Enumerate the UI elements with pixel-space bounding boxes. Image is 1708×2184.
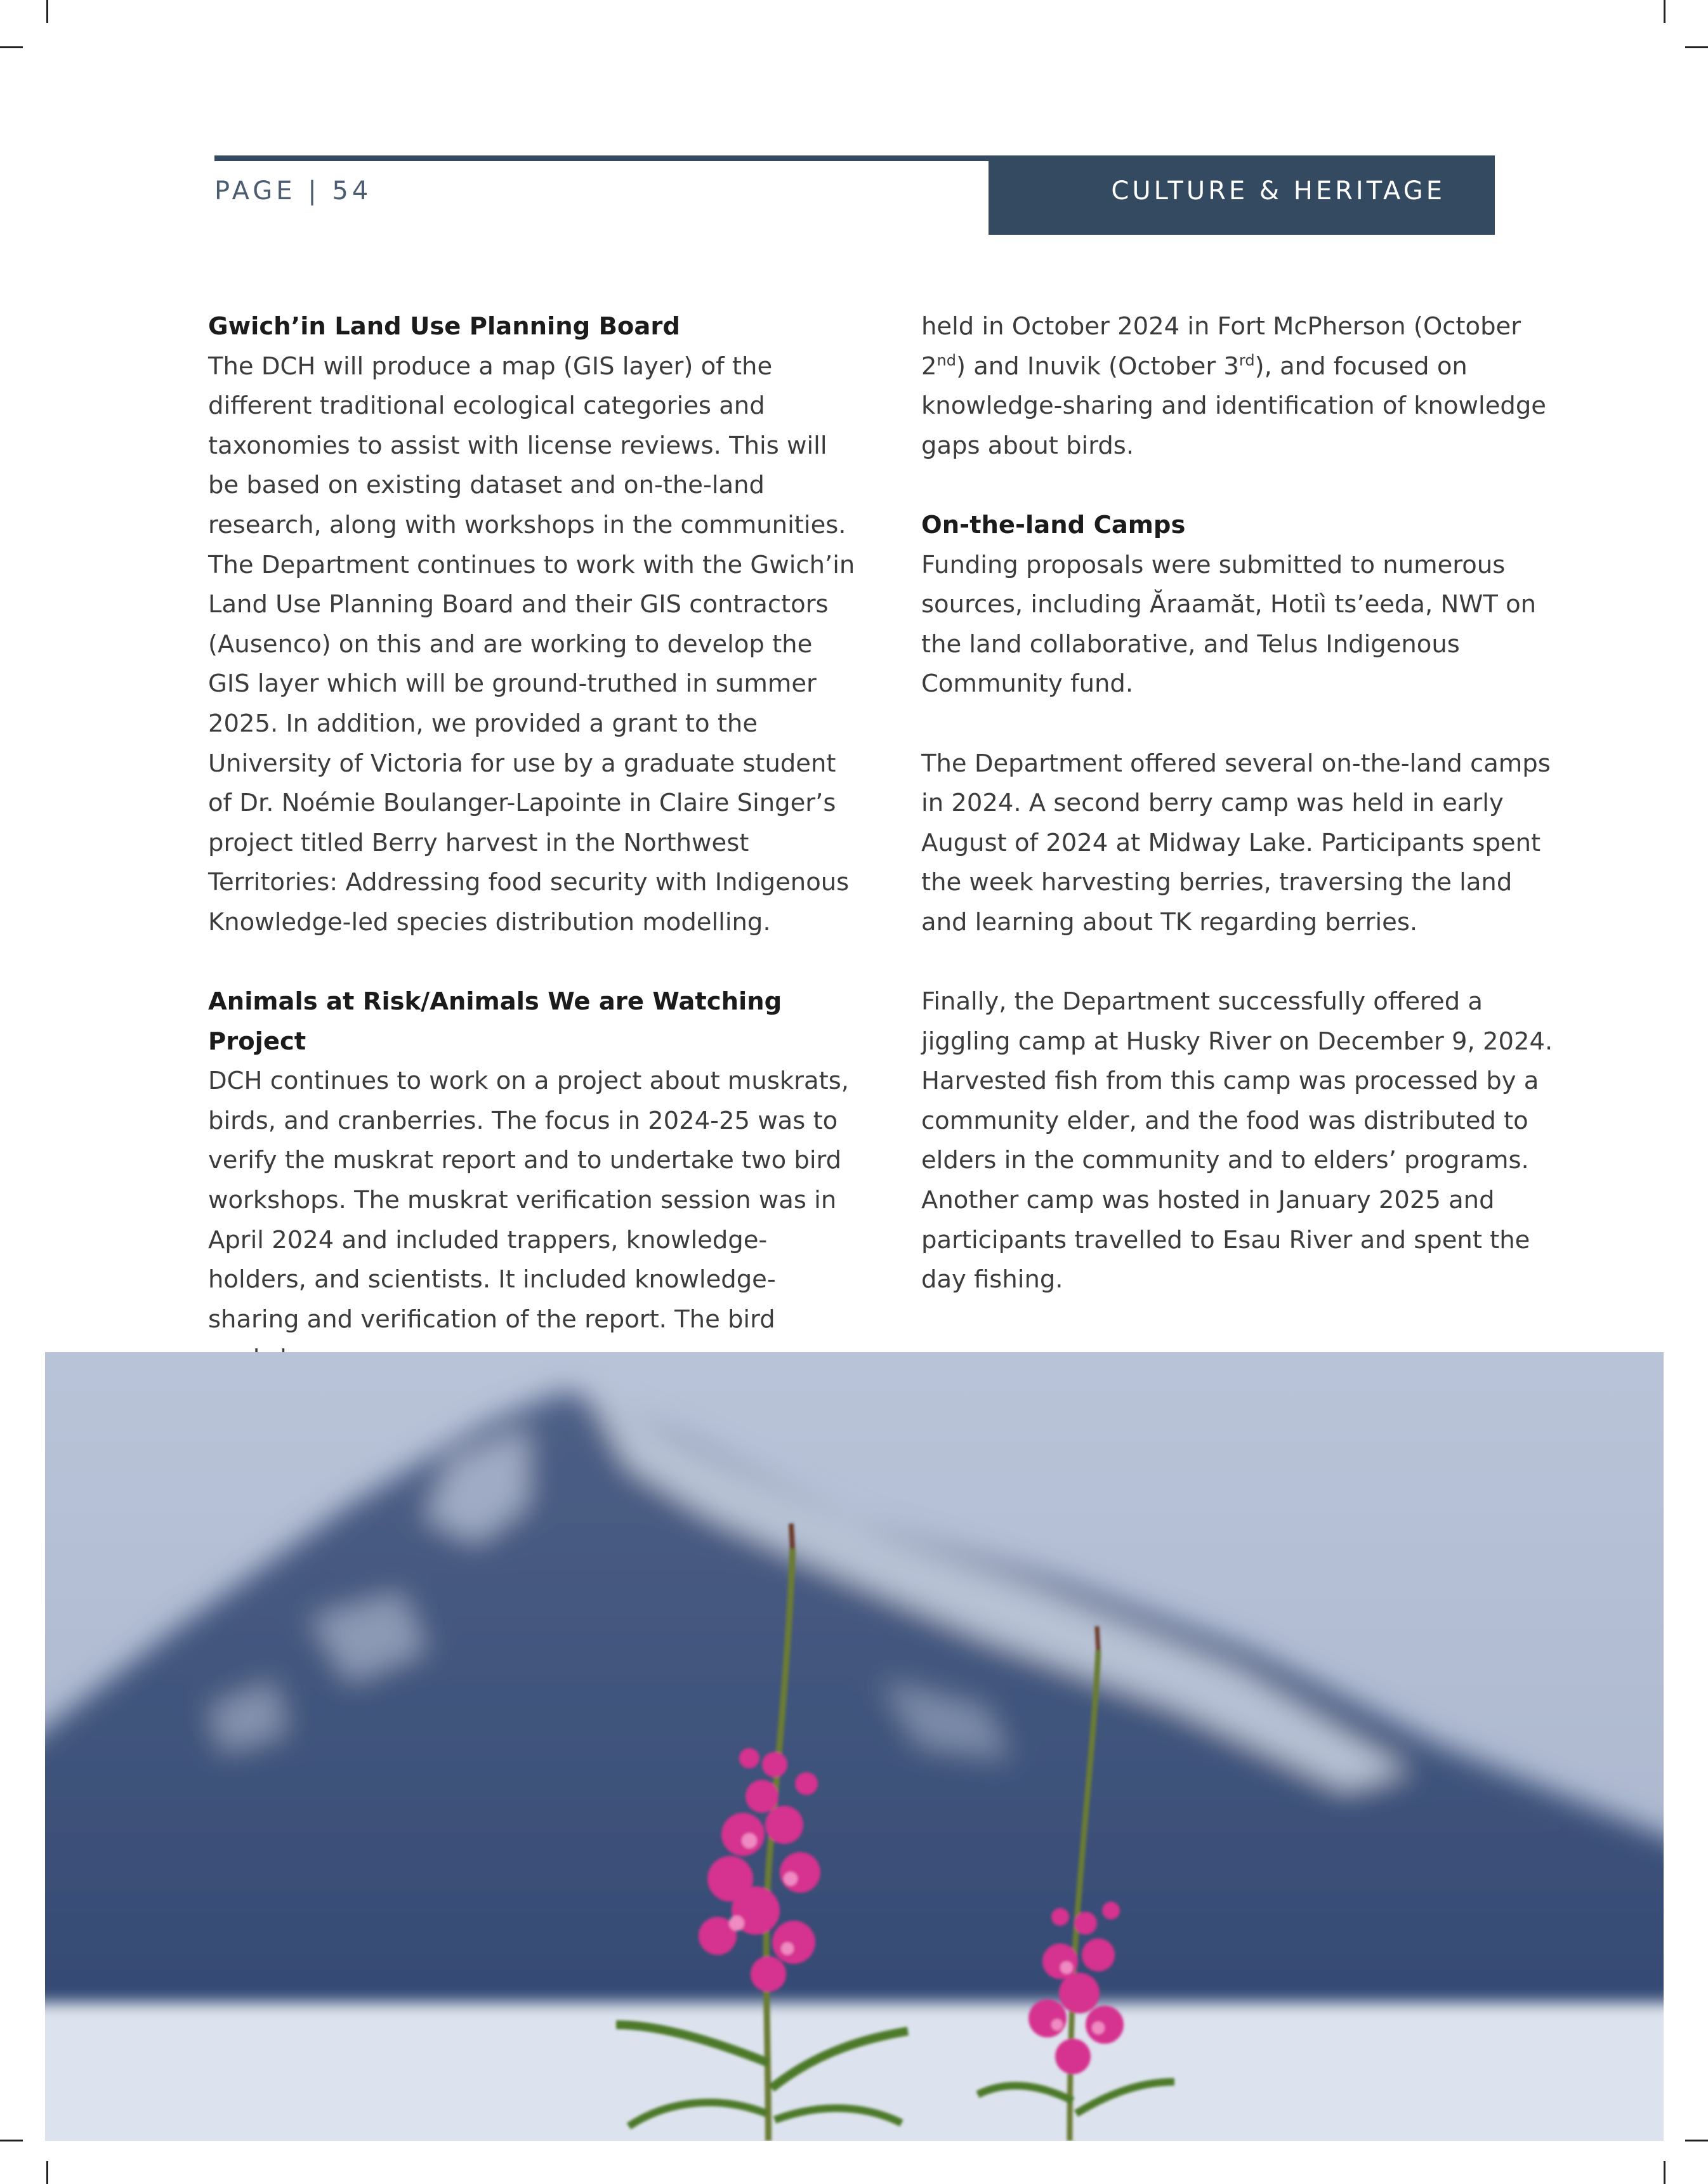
paragraph-gap: [921, 466, 1562, 506]
ordinal-suffix: rd: [1238, 351, 1255, 369]
right-column: [921, 307, 1562, 1300]
crop-mark: [1685, 46, 1708, 48]
continuation-text-3: ), and focused on knowledge-sharing and identification of knowledge gaps about birds.: [921, 352, 1546, 460]
left-column: [208, 307, 855, 1379]
snowfield: [45, 2003, 1664, 2141]
bird-workshop-continuation: [921, 307, 1562, 466]
crop-mark: [1664, 2161, 1665, 2184]
animals-body: DCH continues to work on a project about muskrats, birds, and cranberries. The focus in 2024-25 was to verify the muskrat report and to undertake two bird workshops. The muskrat verification session was in April 2024 and included trappers, knowledge-holders, and scientists. It included knowledge-sharing and verification of the report. The bird: [208, 1067, 849, 1334]
crop-mark: [0, 46, 23, 48]
camps-para-funding: Funding proposals were submitted to numerous sources, including Ăraamăt, Hotiì ts’eeda, NWT on the land collaborative, and Telus Indigenous Community fund.: [921, 550, 1537, 699]
section-title: CULTURE & HERITAGE: [1111, 176, 1445, 206]
paragraph-gap: [208, 943, 855, 983]
header-rule: [214, 155, 989, 161]
animals-heading: Animals at Risk/Animals We are Watching Project: [208, 987, 782, 1056]
crop-mark: [0, 2140, 23, 2141]
camps-para-jiggling: Finally, the Department successfully offered a jiggling camp at Husky River on December 9, 2024. Harvested fish from this camp was processed by a community elder, and the food was distributed to elders in the community and to elders’ programs. Another camp was hosted in January 2025 and participants travelled to Esau River and spent the day fishing.: [921, 987, 1553, 1294]
fireweed-mountain-photo: [45, 1352, 1664, 2141]
paragraph-gap: [921, 943, 1562, 983]
crop-mark: [1664, 0, 1665, 23]
gwichin-body: The DCH will produce a map (GIS layer) of the different traditional ecological categories and taxonomies to assist with license reviews. This will be based on existing dataset and on-the-land research, along with workshops in the communities. The Department continues to work with the Gwich’in Land Use Planning Board and their GIS contractors (Ausenco) on this and are working to develop the GIS layer which will be ground-truthed in summer 2025. In addition, we provided a grant to the University of Victoria for use by a graduate student of Dr. Noémie Boulanger-Lapointe in Claire Singer’s project titled Berry harvest in the Northwest Territories: Addressing food security with Indigenous Knowledge-led species distribution modelling.: [208, 352, 855, 937]
crop-mark: [46, 2161, 48, 2184]
crop-mark: [1685, 2140, 1708, 2141]
camps-para-berry: The Department offered several on-the-land camps in 2024. A second berry camp was held in early August of 2024 at Midway Lake. Participants spent the week harvesting berries, traversing the land and learning about TK regarding berries.: [921, 749, 1551, 937]
camps-heading: On-the-land Camps: [921, 510, 1186, 539]
ordinal-suffix: nd: [936, 351, 956, 369]
continuation-text-1: held in October 2024 in Fort McPherson (October 2: [921, 312, 1521, 381]
page-number: PAGE | 54: [214, 176, 372, 206]
crop-mark: [46, 0, 48, 23]
gwichin-heading: Gwich’in Land Use Planning Board: [208, 312, 680, 341]
paragraph-gap: [921, 704, 1562, 744]
continuation-text-2: ) and Inuvik (October 3: [956, 352, 1239, 381]
